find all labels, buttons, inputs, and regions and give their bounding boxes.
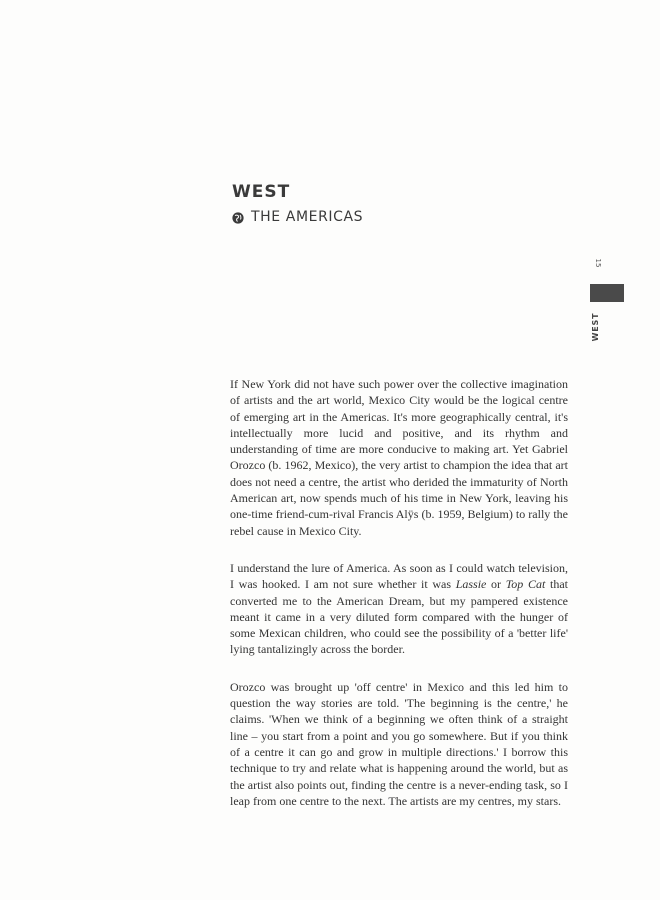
paragraph-1: If New York did not have such power over the collective imagination of artists and the art world, Mexico City would be the logical centre of emerging art in the Americas. It's more geographically central, it's intellectually more lucid and positive, and its rhythm and understanding of time are more conducive to making art. Yet Gabriel Orozco (b. 1962, Mexico), the very artist to champion the idea that art does not need a centre, the artist who derided the immaturity of North American art, now spends much of his time in New York, leaving his one-time friend-cum-rival Francis Alÿs (b. 1959, Belgium) to rally the rebel cause in Mexico City. xyxy=(230,377,568,538)
paragraph-2-start: I understand the lure of America. As soon as I could watch television, I was hooked. I am not sure whether it was xyxy=(230,560,568,592)
paragraph-2-end: that converted me to the American Dream, but my pampered existence meant it came in a very diluted form compared with the hunger of some Mexican children, who could see the possibility of a 'better life' lying tantalizingly across the border. xyxy=(230,577,568,657)
section-title: WEST xyxy=(232,182,291,202)
page-number: 15 xyxy=(594,258,602,268)
subtitle-row xyxy=(232,209,363,225)
section-subtitle: THE AMERICAS xyxy=(251,209,364,225)
title-lassie: Lassie xyxy=(455,577,487,592)
title-top-cat: Top Cat xyxy=(505,577,546,592)
globe-icon xyxy=(232,211,244,223)
section-heading xyxy=(232,182,363,225)
paragraph-2 xyxy=(230,560,568,658)
chapter-side-label: WEST xyxy=(591,312,600,342)
chapter-tab-marker xyxy=(590,284,624,302)
paragraph-2-mid: or xyxy=(486,577,506,592)
paragraph-3: Orozco was brought up 'off centre' in Mexico and this led him to question the way stories are told. 'The beginning is the centre,' he claims. 'When we think of a beginning we often think of a straight line – you start from a point and you go somewhere. But if you think of a centre it can go and grow in multiple directions.' I borrow this technique to try and relate what is happening around the world, but as the artist also points out, finding the centre is a never-ending task, so I leap from one centre to the next. The artists are my centres, my stars. xyxy=(230,679,568,808)
body-text xyxy=(230,376,568,830)
